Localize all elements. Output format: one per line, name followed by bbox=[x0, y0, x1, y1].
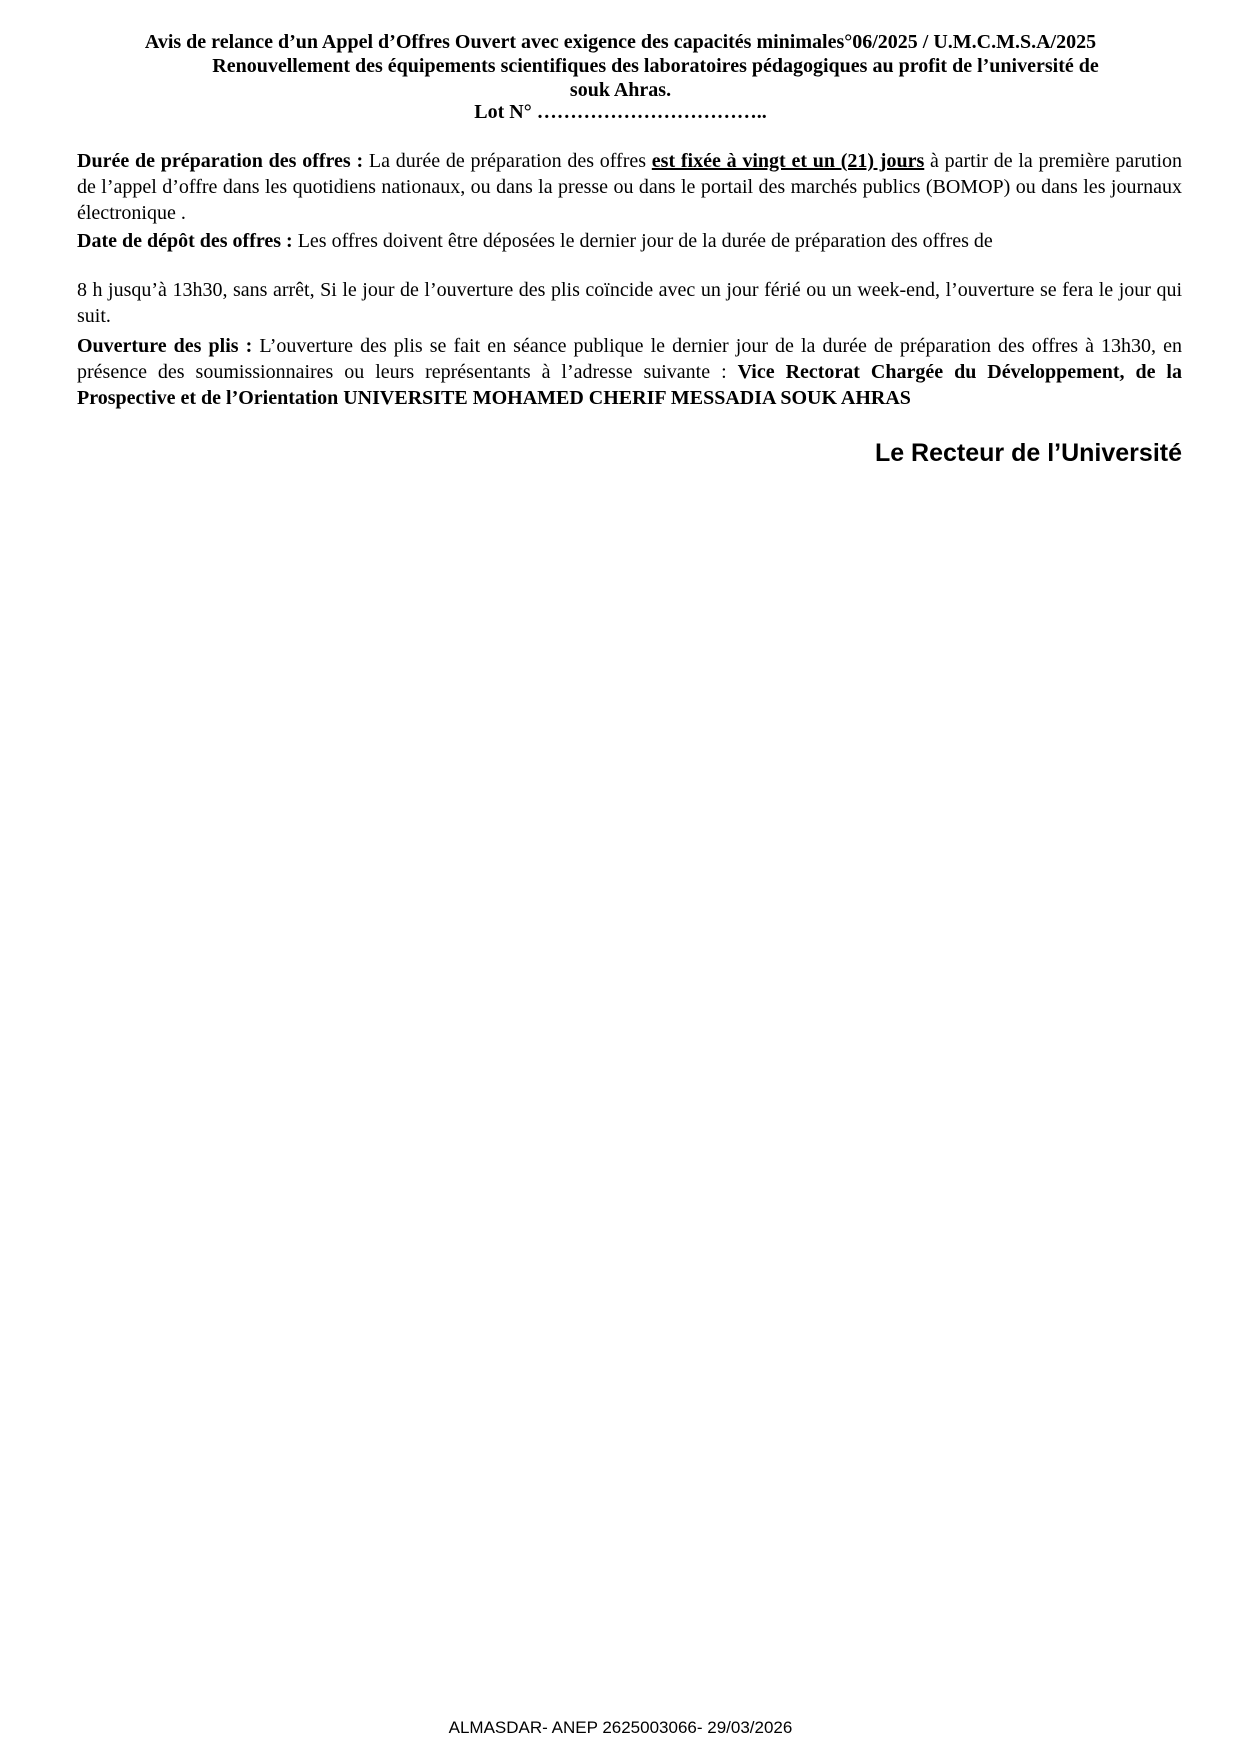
opening-paragraph bbox=[77, 333, 1182, 411]
lot-number-line bbox=[60, 100, 1181, 124]
opening-text: L’ouverture des plis se fait en séance publique le dernier jour de la durée de préparation des offres à 13h30, en présence des soumissionnaires ou leurs représentants à l’adresse suivante : bbox=[77, 335, 1182, 383]
preparation-label: Durée de préparation des offres : bbox=[77, 150, 364, 172]
preparation-paragraph bbox=[77, 148, 1182, 226]
deposit-text: Les offres doivent être déposées le dernier jour de la durée de préparation des offres de bbox=[292, 230, 993, 252]
notice-subject-continued: souk Ahras. bbox=[569, 79, 672, 101]
notice-title: Avis de relance d’un Appel d’Offres Ouvert avec exigence des capacités minimales°06/2025 / U.M.C.M.S.A/2025 bbox=[144, 31, 1097, 53]
preparation-duration: est fixée à vingt et un (21) jours bbox=[651, 150, 925, 172]
opening-label: Ouverture des plis : bbox=[77, 335, 253, 357]
notice-subject: Renouvellement des équipements scientifiques des laboratoires pédagogiques au profit de l’université de bbox=[212, 55, 1099, 77]
deposit-continuation: 8 h jusqu’à 13h30, sans arrêt, Si le jour de l’ouverture des plis coïncide avec un jour férié ou un week-end, l’ouverture se fera le jour qui suit. bbox=[77, 279, 1182, 327]
opening-address-office: Vice Rectorat Chargée du Développement, de la Prospective et de l’Orientation bbox=[77, 361, 1182, 409]
opening-address-university: UNIVERSITE MOHAMED CHERIF MESSADIA SOUK AHRAS bbox=[338, 387, 911, 409]
deposit-label: Date de dépôt des offres : bbox=[77, 230, 293, 252]
preparation-text-before: La durée de préparation des offres bbox=[363, 150, 652, 172]
signature: Le Recteur de l’Université bbox=[874, 439, 1182, 467]
publication-footer: ALMASDAR- ANEP 2625003066- 29/03/2026 bbox=[448, 1718, 793, 1737]
preparation-text-after: à partir de la première parution de l’appel d’offre dans les quotidiens nationaux, ou dans la presse ou dans le portail des marchés publics (BOMOP) ou dans les journaux électronique . bbox=[77, 150, 1183, 224]
deposit-paragraph bbox=[77, 228, 1182, 254]
lot-label: Lot N° …………………………….. bbox=[474, 101, 767, 123]
